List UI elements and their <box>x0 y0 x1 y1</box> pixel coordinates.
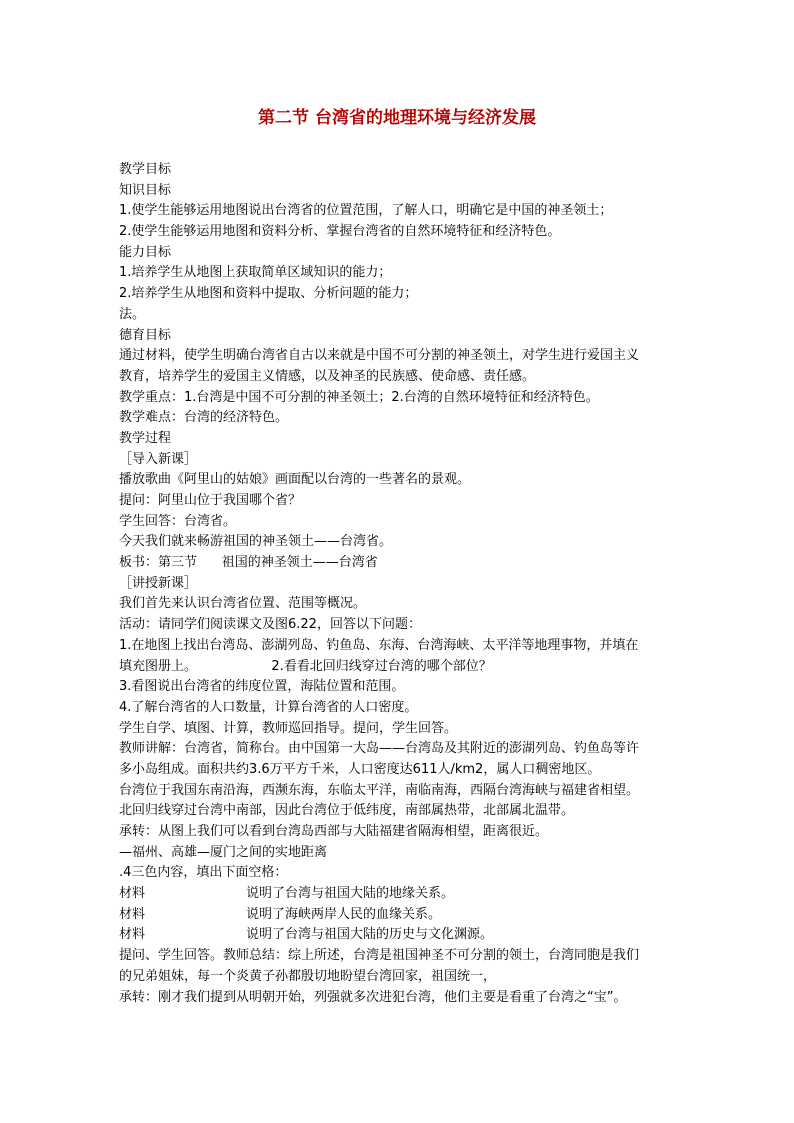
text-line: 2.培养学生从地图和资料中提取、分析问题的能力； <box>119 286 418 302</box>
text-line: 通过材料，使学生明确台湾省自古以来就是中国不可分割的神圣领土，对学生进行爱国主义 <box>119 348 640 364</box>
material-text: 说明了台湾与祖国大陆的地缘关系。 <box>246 886 455 902</box>
document-body <box>119 160 679 1008</box>
text-line: 能力目标 <box>119 244 172 260</box>
material-label: 材料 <box>119 906 146 922</box>
text-line: 多小岛组成。面积共约3.6万平方千米，人口密度达611人/km2，属人口稠密地区。 <box>119 761 601 777</box>
text-line: 教学过程 <box>119 430 172 446</box>
text-line: 的兄弟姐妹，每一个炎黄子孙都殷切地盼望台湾回家，祖国统一， <box>119 968 497 984</box>
material-text: 说明了海峡两岸人民的血缘关系。 <box>246 906 442 922</box>
text-line: .4三色内容，填出下面空格： <box>119 865 288 881</box>
text-line: 播放歌曲《阿里山的姑娘》画面配以台湾的一些著名的景观。 <box>119 472 471 488</box>
text-line: 教学重点：1.台湾是中国不可分割的神圣领土；2.台湾的自然环境特征和经济特色。 <box>119 389 599 405</box>
text-line: 今天我们就来畅游祖国的神圣领土——台湾省。 <box>119 534 393 550</box>
material-row <box>119 905 679 926</box>
material-label: 材料 <box>119 886 146 902</box>
text-line: 教学目标 <box>119 162 172 177</box>
text-line: 我们首先来认识台湾省位置、范围等概况。 <box>119 596 367 612</box>
text-line: 德育目标 <box>119 327 172 343</box>
material-text: 说明了台湾与祖国大陆的历史与文化渊源。 <box>246 927 494 943</box>
text-line: 提问：阿里山位于我国哪个省？ <box>119 493 302 508</box>
material-row <box>119 925 679 946</box>
text-line: 学生回答：台湾省。 <box>119 513 237 529</box>
text-line: 承转：从图上我们可以看到台湾岛西部与大陆福建省隔海相望，距离很近。 <box>119 824 549 839</box>
text-line: 1.培养学生从地图上获取简单区域知识的能力； <box>119 265 392 281</box>
text-line: 知识目标 <box>119 182 172 198</box>
text-line: 2.使学生能够运用地图和资料分析、掌握台湾省的自然环境特征和经济特色。 <box>119 224 561 240</box>
text-line: 台湾位于我国东南沿海，西濒东海，东临太平洋，南临南海，西隔台湾海峡与福建省相望。 <box>119 782 640 798</box>
text-line: 板书：第三节 祖国的神圣领土——台湾省 <box>119 555 378 571</box>
text-line: 北回归线穿过台湾中南部，因此台湾位于低纬度，南部属热带，北部属北温带。 <box>119 803 575 819</box>
text-line: 4.了解台湾省的人口数量，计算台湾省的人口密度。 <box>119 699 418 715</box>
text-line: 法。 <box>119 306 146 322</box>
text-line: 1.在地图上找出台湾岛、澎湖列岛、钓鱼岛、东海、台湾海峡、太平洋等地理事物，并填在 <box>119 637 639 653</box>
material-row <box>119 884 679 905</box>
text-line: 提问、学生回答。教师总结：综上所述，台湾是祖国神圣不可分割的领土，台湾同胞是我们 <box>119 948 640 964</box>
text-line: —福州、高雄—厦门之间的实地距离 <box>119 844 328 860</box>
text-line: 3.看图说出台湾省的纬度位置，海陆位置和范围。 <box>119 679 405 695</box>
text-line: 教育，培养学生的爱国主义情感，以及神圣的民族感、使命感、责任感。 <box>119 368 536 384</box>
text-line: ［讲授新课］ <box>119 575 198 591</box>
text-line: 承转：刚才我们提到从明朝开始，列强就多次进犯台湾，他们主要是看重了台湾之“宝”。 <box>119 989 627 1005</box>
material-label: 材料 <box>119 927 146 943</box>
text-line: 教学难点：台湾的经济特色。 <box>119 410 289 426</box>
page-title: 第二节 台湾省的地理环境与经济发展 <box>258 108 536 128</box>
text-line: 填充图册上。 2.看看北回归线穿过台湾的哪个部位？ <box>119 658 492 674</box>
text-line: 活动：请同学们阅读课文及图6.22，回答以下问题： <box>119 617 421 633</box>
text-line: ［导入新课］ <box>119 451 198 467</box>
text-line: 学生自学、填图、计算，教师巡回指导。提问，学生回答。 <box>119 720 458 736</box>
text-line: 教师讲解：台湾省，简称台。由中国第一大岛——台湾岛及其附近的澎湖列岛、钓鱼岛等许 <box>119 741 640 757</box>
text-line: 1.使学生能够运用地图说出台湾省的位置范围，了解人口，明确它是中国的神圣领土； <box>119 203 613 219</box>
